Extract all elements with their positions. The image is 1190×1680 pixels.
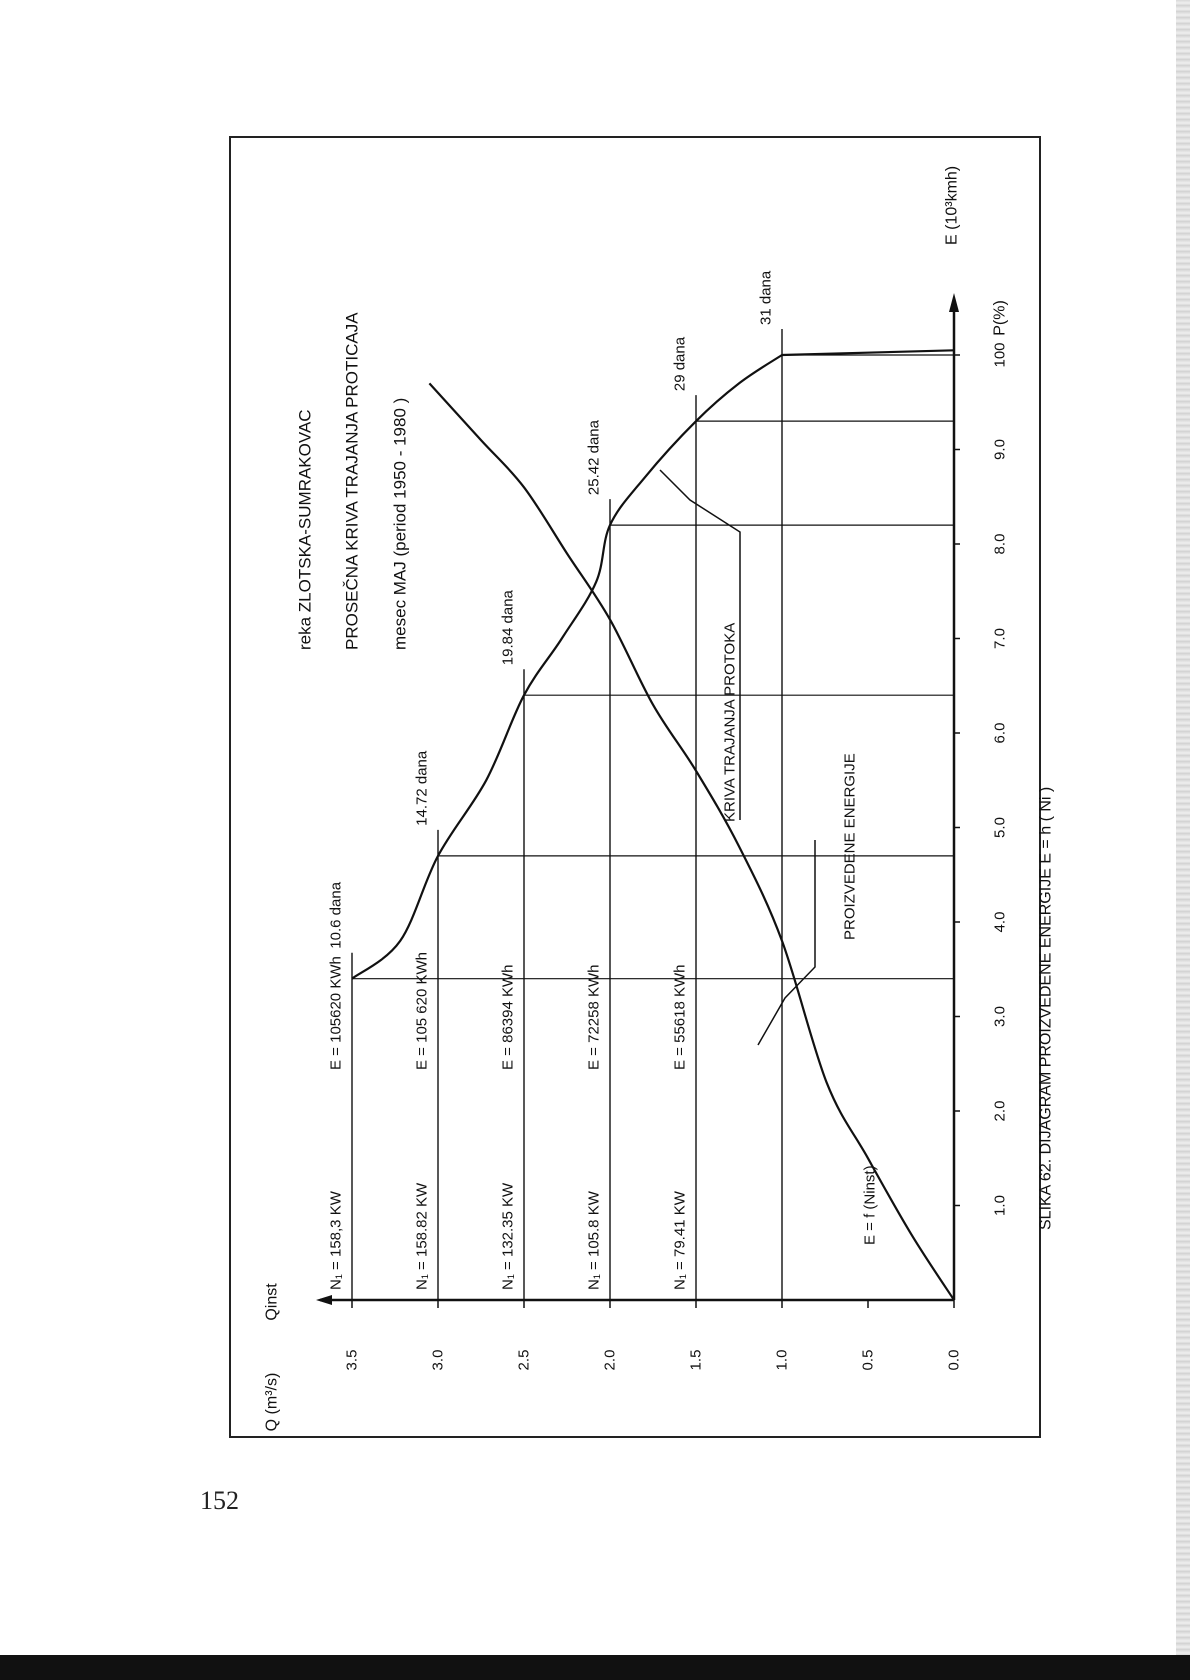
q-tick-label: 2.5 [515, 1349, 533, 1371]
level-power-label: N₁ = 158.82 KW [413, 1182, 431, 1290]
p-tick-label: 9.0 [991, 439, 1009, 460]
q-tick-label: 1.5 [687, 1349, 705, 1371]
period-note: mesec MAJ (period 1950 - 1980 ) [390, 397, 410, 650]
p-axis-label-2: E (10³kmh) [943, 165, 961, 245]
duration-curve [352, 350, 954, 978]
p-tick-label: 4.0 [991, 911, 1009, 933]
level-days-label: 31 dana [757, 270, 775, 325]
level-days-label: 10.6 dana [327, 881, 345, 949]
diagram-subtitle: PROSEČNA KRIVA TRAJANJA PROTICAJA [342, 312, 362, 650]
river-title: reka ZLOTSKA-SUMRAKOVAC [295, 409, 315, 650]
q-axis-label: Q (m³/s) [263, 1372, 281, 1432]
figure-caption: SLIKA 62. DIJAGRAM PROIZVEDENE ENERGIJE E = h ( Ni ) [1037, 786, 1055, 1230]
energy-formula-label: E = f (Ninst) [861, 1165, 879, 1245]
p-tick-label: 100 [991, 342, 1009, 368]
q-tick-label: 1.0 [773, 1349, 791, 1371]
level-energy-label: E = 72258 KWh [585, 964, 603, 1070]
duration-curve-label: KRIVA TRAJANJA PROTOKA [721, 622, 739, 822]
gridlines [352, 329, 954, 1300]
bottom-bar [0, 1655, 1190, 1680]
q-axis-ticks [264, 1283, 963, 1432]
p-axis-arrow [316, 1295, 332, 1305]
p-tick-label: 6.0 [991, 722, 1009, 744]
q-tick-label: 3.0 [429, 1349, 447, 1371]
level-power-label: N₁ = 105.8 KW [585, 1191, 603, 1290]
level-energy-label: E = 86394 KWh [499, 964, 517, 1070]
level-energy-label: E = 105 620 KWh [413, 952, 431, 1070]
p-tick-label: 5.0 [991, 817, 1009, 838]
level-power-label: N₁ = 79.41 KW [671, 1191, 689, 1290]
q-tick-label: 3.5 [343, 1349, 361, 1371]
energy-label-leader [758, 840, 815, 1045]
p-axis-label: P(%) [991, 300, 1009, 336]
p-tick-label: 3.0 [991, 1006, 1009, 1027]
energy-curve [429, 383, 954, 1300]
level-days-label: 14.72 dana [413, 750, 431, 826]
level-days-label: 19.84 dana [499, 590, 517, 666]
p-tick-label: 8.0 [991, 533, 1009, 555]
level-energy-label: E = 105620 KWh [327, 956, 345, 1070]
q-axis-arrow [949, 293, 959, 312]
level-days-label: 29 dana [671, 336, 689, 392]
page-number: 152 [200, 1486, 239, 1515]
p-tick-label: 1.0 [991, 1195, 1009, 1216]
level-power-label: N₁ = 158,3 KW [327, 1191, 345, 1290]
level-energy-label: E = 55618 KWh [671, 964, 689, 1070]
level-power-label: N₁ = 132.35 KW [499, 1182, 517, 1290]
p-tick-label: 2.0 [991, 1100, 1009, 1122]
q-tick-label: 0.0 [945, 1349, 963, 1371]
rotated-annotations [296, 312, 1055, 1245]
energy-curve-label: PROIZVEDENE ENERGIJE [841, 753, 859, 940]
level-days-label: 25.42 dana [585, 420, 603, 496]
q-tick-label: 2.0 [601, 1349, 619, 1371]
q-axis-marker: Qinst [263, 1283, 281, 1321]
q-tick-label: 0.5 [859, 1349, 877, 1371]
p-tick-label: 7.0 [991, 628, 1009, 649]
